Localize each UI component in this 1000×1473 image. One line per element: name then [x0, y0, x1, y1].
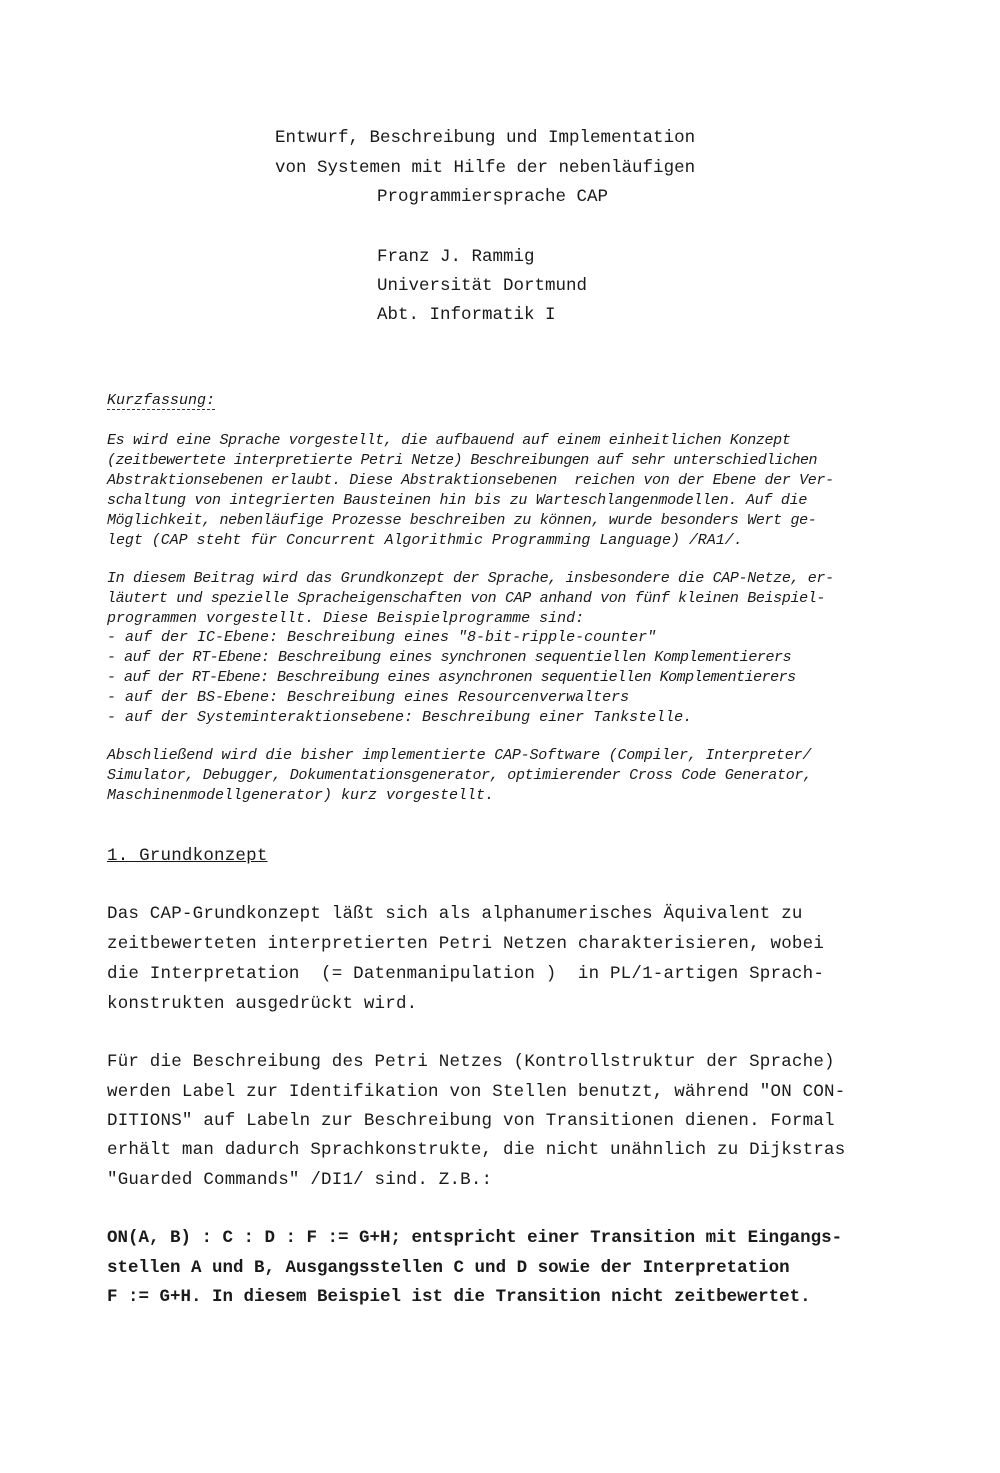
paper-title-line-1: Entwurf, Beschreibung und Implementation — [275, 128, 696, 148]
abstract-p3-line-3: Maschinenmodellgenerator) kurz vorgestellt. — [107, 787, 495, 804]
section-p2-line-3: DITIONS" auf Labeln zur Beschreibung von Transitionen dienen. Formal — [107, 1111, 835, 1131]
abstract-p1-line-4: schaltung von integrierten Bausteinen hin bis zu Warteschlangenmodellen. Auf die — [107, 492, 808, 509]
example-line-3: F := G+H. In diesem Beispiel ist die Transition nicht zeitbewertet. — [107, 1287, 811, 1307]
paper-title-line-3: Programmiersprache CAP — [377, 187, 609, 207]
abstract-p1-line-5: Möglichkeit, nebenläufige Prozesse beschreiben zu können, wurde besonders Wert ge- — [107, 512, 817, 529]
affiliation-line-1: Universität Dortmund — [377, 276, 588, 296]
section-p2-line-5: "Guarded Commands" /DI1/ sind. Z.B.: — [107, 1170, 493, 1190]
abstract-p2-line-1: In diesem Beitrag wird das Grundkonzept der Sprache, insbesondere die CAP-Netze, er- — [107, 570, 834, 587]
example-line-1: ON(A, B) : C : D : F := G+H; entspricht einer Transition mit Eingangs- — [107, 1228, 843, 1248]
section-heading: 1. Grundkonzept — [107, 846, 268, 866]
author-name: Franz J. Rammig — [377, 247, 535, 267]
abstract-p1-line-3: Abstraktionsebenen erlaubt. Diese Abstraktionsebenen reichen von der Ebene der Ver- — [107, 472, 834, 489]
section-p2-line-4: erhält man dadurch Sprachkonstrukte, die nicht unähnlich zu Dijkstras — [107, 1140, 846, 1160]
abstract-p3-line-1: Abschließend wird die bisher implementierte CAP-Software (Compiler, Interpreter/ — [107, 747, 812, 764]
abstract-list-item-5: - auf der Systeminteraktionsebene: Beschreibung einer Tankstelle. — [107, 709, 693, 726]
section-p1-line-1: Das CAP-Grundkonzept läßt sich als alphanumerisches Äquivalent zu — [107, 904, 803, 924]
abstract-list-item-3: - auf der RT-Ebene: Beschreibung eines asynchronen sequentiellen Komplementierers — [107, 669, 796, 686]
section-p1-line-3: die Interpretation (= Datenmanipulation ) in PL/1-artigen Sprach- — [107, 964, 825, 984]
abstract-list-item-4: - auf der BS-Ebene: Beschreibung eines Resourcenverwalters — [107, 689, 630, 706]
abstract-p1-line-6: legt (CAP steht für Concurrent Algorithmic Programming Language) /RA1/. — [107, 532, 743, 549]
section-p2-line-2: werden Label zur Identifikation von Stellen benutzt, während "ON CON- — [107, 1082, 846, 1102]
section-p1-line-2: zeitbewerteten interpretierten Petri Netzen charakterisieren, wobei — [107, 934, 825, 954]
abstract-p2-line-2: läutert und spezielle Spracheigenschaften von CAP anhand von fünf kleinen Beispiel- — [107, 590, 826, 607]
section-p1-line-4: konstrukten ausgedrückt wird. — [107, 994, 418, 1014]
abstract-p1-line-2: (zeitbewertete interpretierte Petri Netze) Beschreibungen auf sehr unterschiedlichen — [107, 452, 817, 469]
abstract-p1-line-1: Es wird eine Sprache vorgestellt, die aufbauend auf einem einheitlichen Konzept — [107, 432, 791, 449]
abstract-list-item-2: - auf der RT-Ebene: Beschreibung eines synchronen sequentiellen Komplementierers — [107, 649, 792, 666]
paper-title-line-2: von Systemen mit Hilfe der nebenläufigen — [275, 158, 696, 178]
abstract-p3-line-2: Simulator, Debugger, Dokumentationsgenerator, optimierender Cross Code Generator, — [107, 767, 812, 784]
abstract-list-item-1: - auf der IC-Ebene: Beschreibung eines "8-bit-ripple-counter" — [107, 629, 657, 646]
affiliation-line-2: Abt. Informatik I — [377, 305, 556, 325]
example-line-2: stellen A und B, Ausgangsstellen C und D sowie der Interpretation — [107, 1258, 790, 1278]
abstract-heading: Kurzfassung: — [107, 392, 216, 409]
abstract-p2-line-3: programmen vorgestellt. Diese Beispielprogramme sind: — [107, 610, 585, 627]
section-p2-line-1: Für die Beschreibung des Petri Netzes (Kontrollstruktur der Sprache) — [107, 1052, 835, 1072]
